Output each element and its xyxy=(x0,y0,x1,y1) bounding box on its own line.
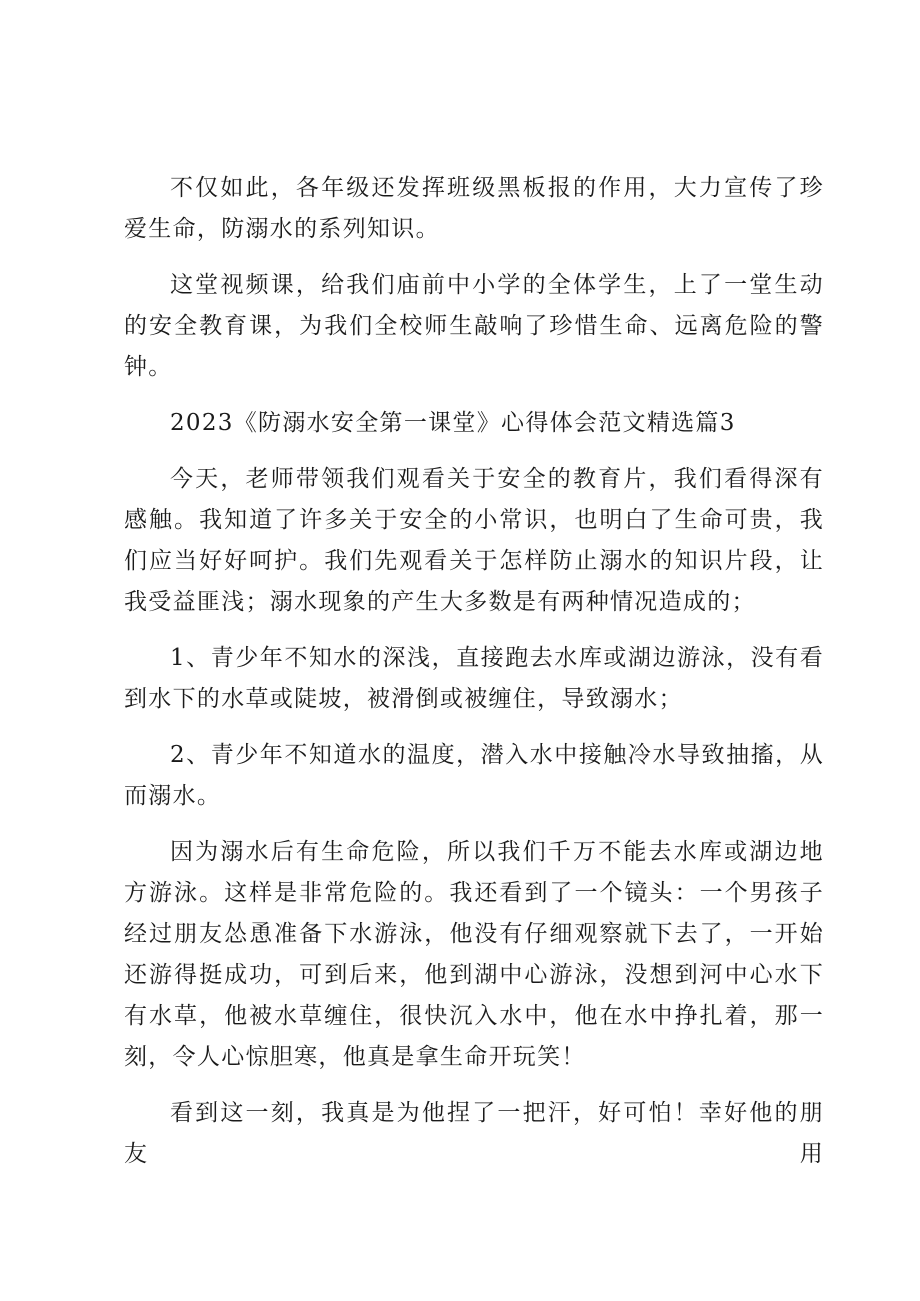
paragraph-video-lesson: 这堂视频课，给我们庙前中小学的全体学生，上了一堂生动的安全教育课，为我们全校师生敲响了珍惜生命、远离危险的警钟。 xyxy=(124,272,824,380)
paragraph-reason-2: 2、青少年不知道水的温度，潜入水中接触冷水导致抽搐，从而溺水。 xyxy=(124,742,824,809)
paragraph-blackboard: 不仅如此，各年级还发挥班级黑板报的作用，大力宣传了珍爱生命，防溺水的系列知识。 xyxy=(124,175,824,242)
paragraph-intro: 今天，老师带领我们观看关于安全的教育片，我们看得深有感触。我知道了许多关于安全的小常识，也明白了生命可贵，我们应当好好呵护。我们先观看关于怎样防止溺水的知识片段，让我受益匪浅；溺水现象的产生大多数是有两种情况造成的； xyxy=(124,466,824,615)
section-heading: 2023《防溺水安全第一课堂》心得体会范文精选篇3 xyxy=(170,410,736,436)
document-body xyxy=(124,168,824,1190)
paragraph-danger-story: 因为溺水后有生命危险，所以我们千万不能去水库或湖边地方游泳。这样是非常危险的。我还看到了一个镜头：一个男孩子经过朋友怂恿准备下水游泳，他没有仔细观察就下去了，一开始还游得挺成功，可到后来，他到湖中心游泳，没想到河中心水下有水草，他被水草缠住，很快沉入水中，他在水中挣扎着，那一刻，令人心惊胆寒，他真是拿生命开玩笑！ xyxy=(124,839,824,1070)
paragraph-continuation: 看到这一刻，我真是为他捏了一把汗，好可怕！幸好他的朋友用 xyxy=(124,1100,824,1167)
paragraph-reason-1: 1、青少年不知水的深浅，直接跑去水库或湖边游泳，没有看到水下的水草或陡坡，被滑倒或被缠住，导致溺水； xyxy=(124,645,824,712)
